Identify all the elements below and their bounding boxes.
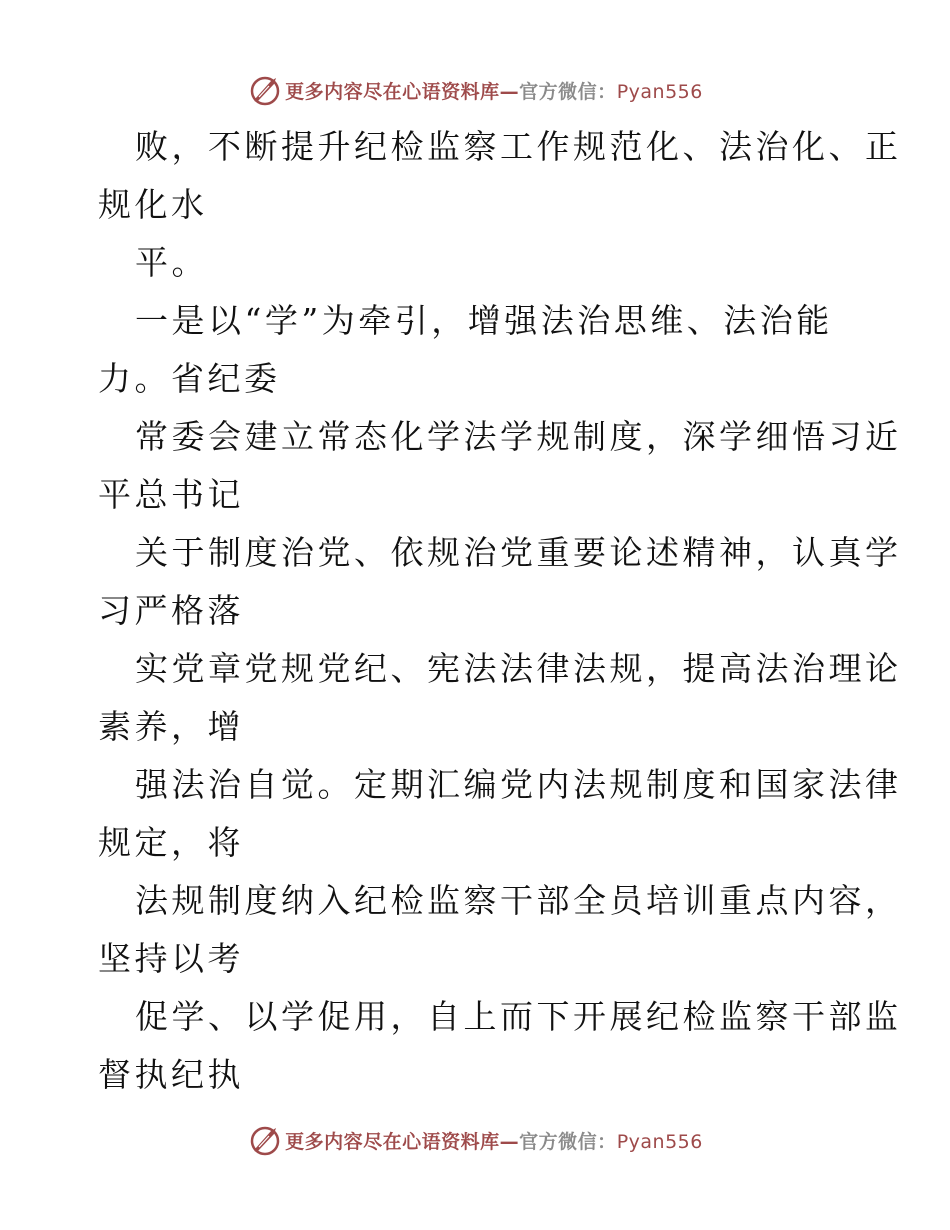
footer-banner-sep: — (499, 1130, 520, 1153)
text-line: 督执纪执 (98, 1055, 244, 1094)
quill-pen-icon (247, 72, 283, 108)
header-banner (0, 70, 950, 110)
footer-banner (0, 1120, 950, 1160)
text-line: 坚持以考 (98, 939, 244, 978)
header-banner-wechat-label: 官方微信： (519, 80, 617, 103)
header-banner-sep: — (499, 80, 520, 103)
text-line: 素养，增 (98, 707, 244, 746)
footer-banner-wechat-id: Pyan556 (616, 1130, 703, 1153)
text-line: 实党章党规党纪、宪法法律法规，提高法治理论 (135, 649, 902, 688)
text-line: 促学、以学促用，自上而下开展纪检监察干部监 (135, 997, 902, 1036)
text-line: 习严格落 (98, 591, 244, 630)
text-line: 败，不断提升纪检监察工作规范化、法治化、正 (135, 127, 902, 166)
header-banner-main: 更多内容尽在心语资料库 (285, 80, 500, 103)
footer-banner-text (285, 1127, 703, 1154)
text-line: 一是以“学”为牵引，增强法治思维、法治能 (135, 301, 833, 340)
text-line: 平总书记 (98, 475, 244, 514)
text-line: 规化水 (98, 185, 208, 224)
footer-banner-main: 更多内容尽在心语资料库 (285, 1130, 500, 1153)
footer-banner-wechat-label: 官方微信： (519, 1130, 617, 1153)
quill-pen-icon (247, 1122, 283, 1158)
header-banner-wechat-id: Pyan556 (616, 80, 703, 103)
text-line: 关于制度治党、依规治党重要论述精神，认真学 (135, 533, 902, 572)
header-banner-text (285, 77, 703, 104)
text-line: 力。省纪委 (98, 359, 281, 398)
text-line: 法规制度纳入纪检监察干部全员培训重点内容， (135, 881, 902, 920)
text-line: 常委会建立常态化学法学规制度，深学细悟习近 (135, 417, 902, 456)
text-line: 规定，将 (98, 823, 244, 862)
text-line: 平。 (135, 243, 208, 282)
text-line: 强法治自觉。定期汇编党内法规制度和国家法律 (135, 765, 902, 804)
